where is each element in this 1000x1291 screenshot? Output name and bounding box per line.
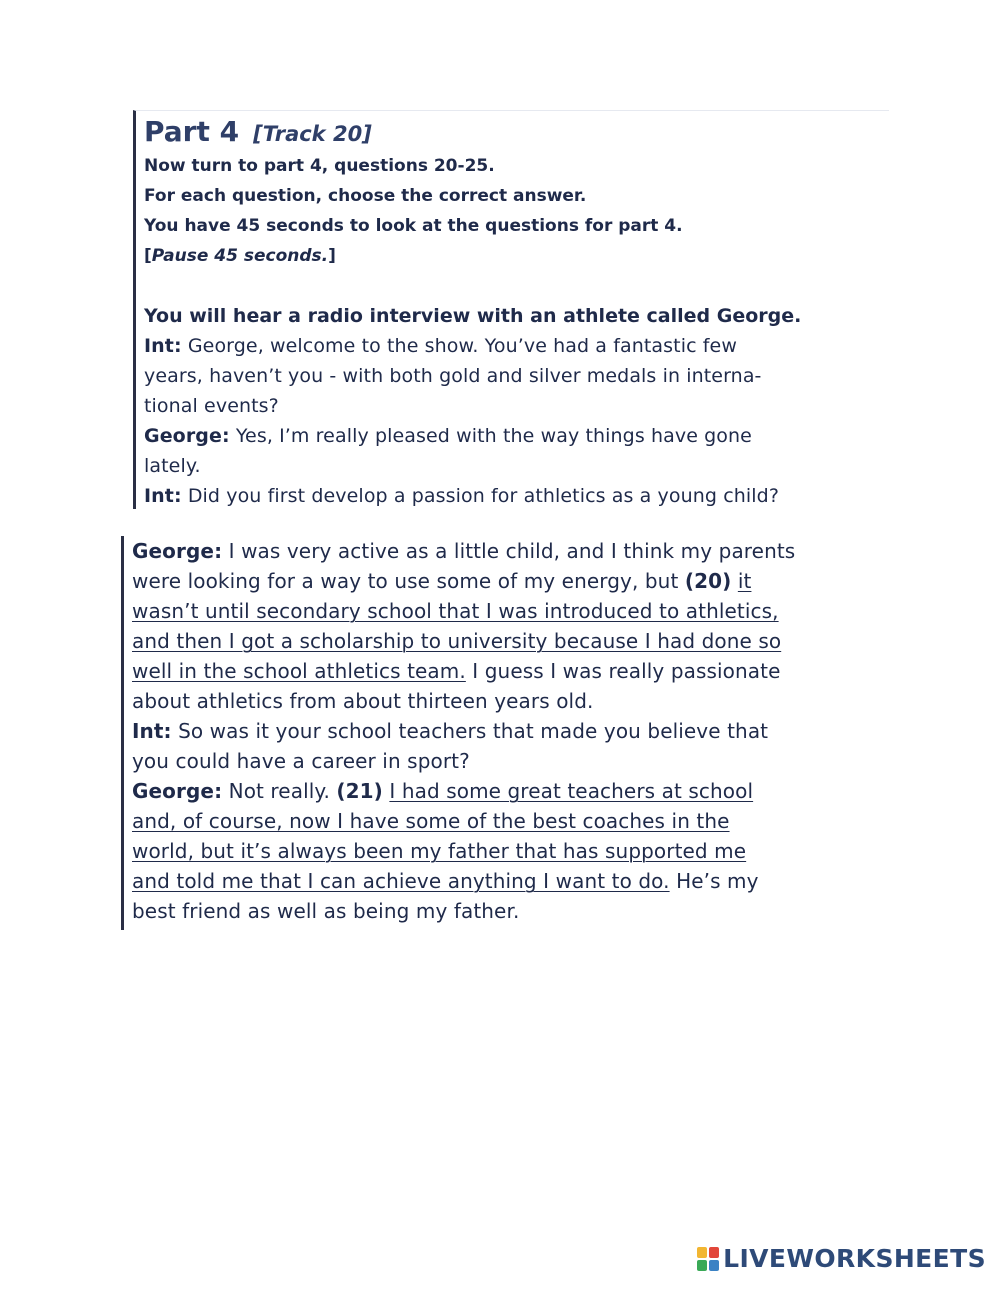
liveworksheets-logo[interactable] [697, 1244, 986, 1273]
transcript-line [144, 421, 889, 451]
pause-text: Pause 45 seconds. [151, 246, 329, 266]
instruction-line-1: Now turn to part 4, questions 20-25. [144, 156, 495, 176]
transcript-line [132, 866, 889, 896]
answer-evidence-20: it [737, 569, 752, 593]
transcript-line [144, 331, 889, 361]
transcript-line [132, 536, 889, 566]
pause-bracket-close: ] [328, 246, 336, 266]
answer-evidence-21: and, of course, now I have some of the best coaches in the [132, 809, 730, 833]
transcript-line [132, 716, 889, 746]
pause-bracket-open: [ [144, 246, 152, 266]
speaker-label: Int: [144, 335, 182, 357]
speaker-label: Int: [132, 719, 172, 743]
speaker-label: Int: [144, 485, 182, 507]
transcript-line: you could have a career in sport? [132, 749, 470, 773]
transcript-text: I guess I was really passionate [465, 659, 781, 683]
instructions-block [133, 110, 889, 509]
logo-text: LIVEWORKSHEETS [723, 1244, 986, 1273]
instruction-line-2: For each question, choose the correct answer. [144, 186, 587, 206]
transcript-line: lately. [144, 455, 201, 477]
pause-note [144, 241, 889, 271]
logo-grid-icon [697, 1247, 719, 1271]
transcript-text: He’s my [669, 869, 759, 893]
transcript-line [132, 566, 889, 596]
answer-evidence-20: well in the school athletics team. [132, 659, 466, 683]
part-heading [144, 115, 889, 151]
answer-evidence-20: and then I got a scholarship to university because I had done so [132, 629, 782, 653]
answer-evidence-21: I had some great teachers at school [389, 779, 754, 803]
speaker-label: George: [144, 425, 230, 447]
answer-evidence-20: wasn’t until secondary school that I was introduced to athletics, [132, 599, 779, 623]
question-number-20: (20) [684, 569, 732, 593]
transcript-text: were looking for a way to use some of my energy, but [132, 569, 685, 593]
transcript-text: So was it your school teachers that made you believe that [171, 719, 769, 743]
transcript-text: Did you first develop a passion for athletics as a young child? [181, 485, 779, 507]
transcript-line: years, haven’t you - with both gold and silver medals in interna- [144, 365, 762, 387]
transcript-text: Not really. [222, 779, 337, 803]
track-label: [Track 20] [253, 122, 372, 146]
transcript-text: I was very active as a little child, and I think my parents [222, 539, 796, 563]
transcript-line: about athletics from about thirteen years old. [132, 689, 594, 713]
transcript-line: tional events? [144, 395, 279, 417]
transcript-text: Yes, I’m really pleased with the way things have gone [229, 425, 752, 447]
transcript-block [121, 536, 889, 930]
answer-evidence-21: world, but it’s always been my father that has supported me [132, 839, 747, 863]
instruction-line-3: You have 45 seconds to look at the questions for part 4. [144, 216, 683, 236]
part-title: Part 4 [144, 115, 240, 148]
speaker-label: George: [132, 539, 223, 563]
speaker-label: George: [132, 779, 223, 803]
transcript-line [132, 776, 889, 806]
intro-line: You will hear a radio interview with an athlete called George. [144, 305, 802, 327]
transcript-line [132, 656, 889, 686]
question-number-21: (21) [336, 779, 383, 803]
transcript-text: George, welcome to the show. You’ve had a fantastic few [181, 335, 737, 357]
transcript-line: best friend as well as being my father. [132, 899, 520, 923]
transcript-line [144, 481, 889, 511]
answer-evidence-21: and told me that I can achieve anything I want to do. [132, 869, 670, 893]
